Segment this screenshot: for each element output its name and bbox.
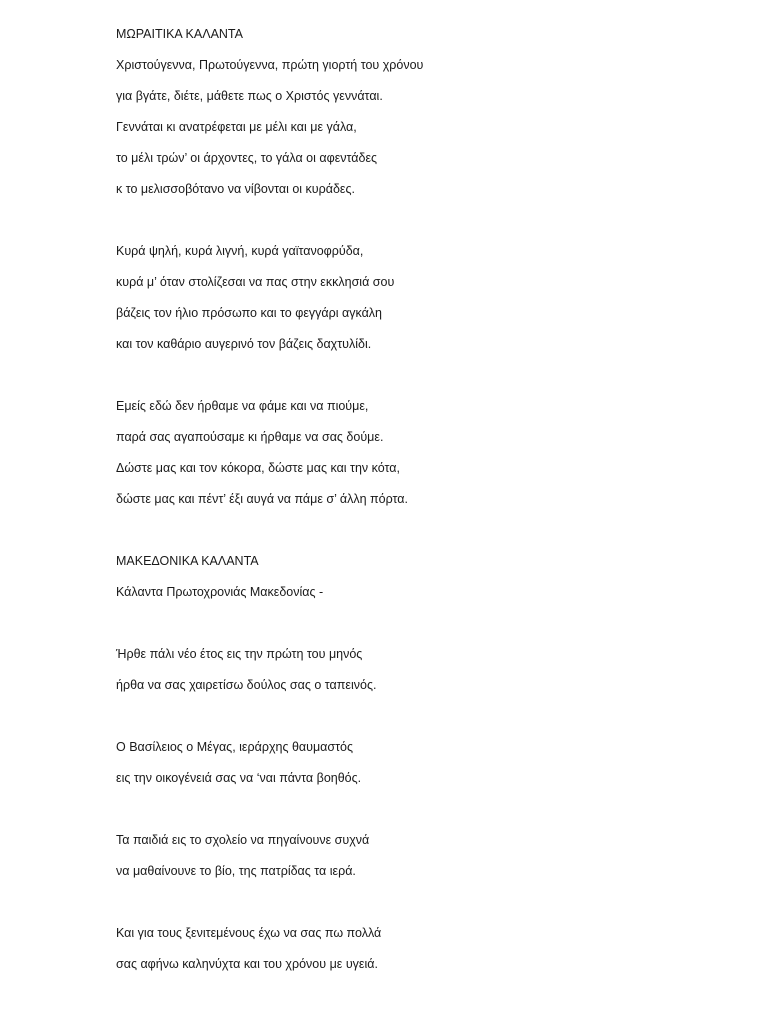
blank-line [116,613,736,644]
blank-line [116,210,736,241]
text-line: κυρά μ’ όταν στολίζεσαι να πας στην εκκλησιά σου [116,275,395,289]
section-heading-moraitika: ΜΩΡΑΙΤΙΚΑ ΚΑΛΑΝΤΑ [116,27,243,41]
text-line: βάζεις τον ήλιο πρόσωπο και το φεγγάρι αγκάλη [116,306,382,320]
text-line: Ο Βασίλειος ο Μέγας, ιεράρχης θαυμαστός [116,740,354,754]
text-line: να μαθαίνουνε το βίο, της πατρίδας τα ιερά. [116,864,356,878]
text-line: Γεννάται κι ανατρέφεται με μέλι και με γάλα, [116,120,357,134]
text-line: κ το μελισσοβότανο να νίβονται οι κυράδες. [116,182,355,196]
text-line: δώστε μας και πέντ’ έξι αυγά να πάμε σ’ άλλη πόρτα. [116,492,409,506]
text-line: Δώστε μας και τον κόκορα, δώστε μας και την κότα, [116,461,400,475]
blank-line [116,520,736,551]
text-line: Κυρά ψηλή, κυρά λιγνή, κυρά γαϊτανοφρύδα, [116,244,364,258]
blank-line [116,799,736,830]
text-line: σας αφήνω καληνύχτα και του χρόνου με υγειά. [116,957,378,971]
blank-line [116,365,736,396]
blank-line [116,706,736,737]
text-line: Τα παιδιά εις το σχολείο να πηγαίνουνε συχνά [116,833,370,847]
section-heading-makedonika: ΜΑΚΕΔΟΝΙΚΑ ΚΑΛΑΝΤΑ [116,554,259,568]
text-line: Χριστούγεννα, Πρωτούγεννα, πρώτη γιορτή του χρόνου [116,58,424,72]
text-line: το μέλι τρών’ οι άρχοντες, το γάλα οι αφεντάδες [116,151,378,165]
text-line: Ήρθε πάλι νέο έτος εις την πρώτη του μηνός [116,647,363,661]
text-line: εις την οικογένειά σας να ‘ναι πάντα βοηθός. [116,771,362,785]
text-line: Και για τους ξενιτεμένους έχω να σας πω πολλά [116,926,382,940]
blank-line [116,892,736,923]
text-line: για βγάτε, διέτε, μάθετε πως ο Χριστός γεννάται. [116,89,383,103]
section-subheading: Κάλαντα Πρωτοχρονιάς Μακεδονίας - [116,585,324,599]
text-line: Εμείς εδώ δεν ήρθαμε να φάμε και να πιούμε, [116,399,369,413]
text-line: παρά σας αγαπούσαμε κι ήρθαμε να σας δούμε. [116,430,384,444]
document-body [116,24,736,985]
text-line: και τον καθάριο αυγερινό τον βάζεις δαχτυλίδι. [116,337,372,351]
text-line: ήρθα να σας χαιρετίσω δούλος σας ο ταπεινός. [116,678,377,692]
